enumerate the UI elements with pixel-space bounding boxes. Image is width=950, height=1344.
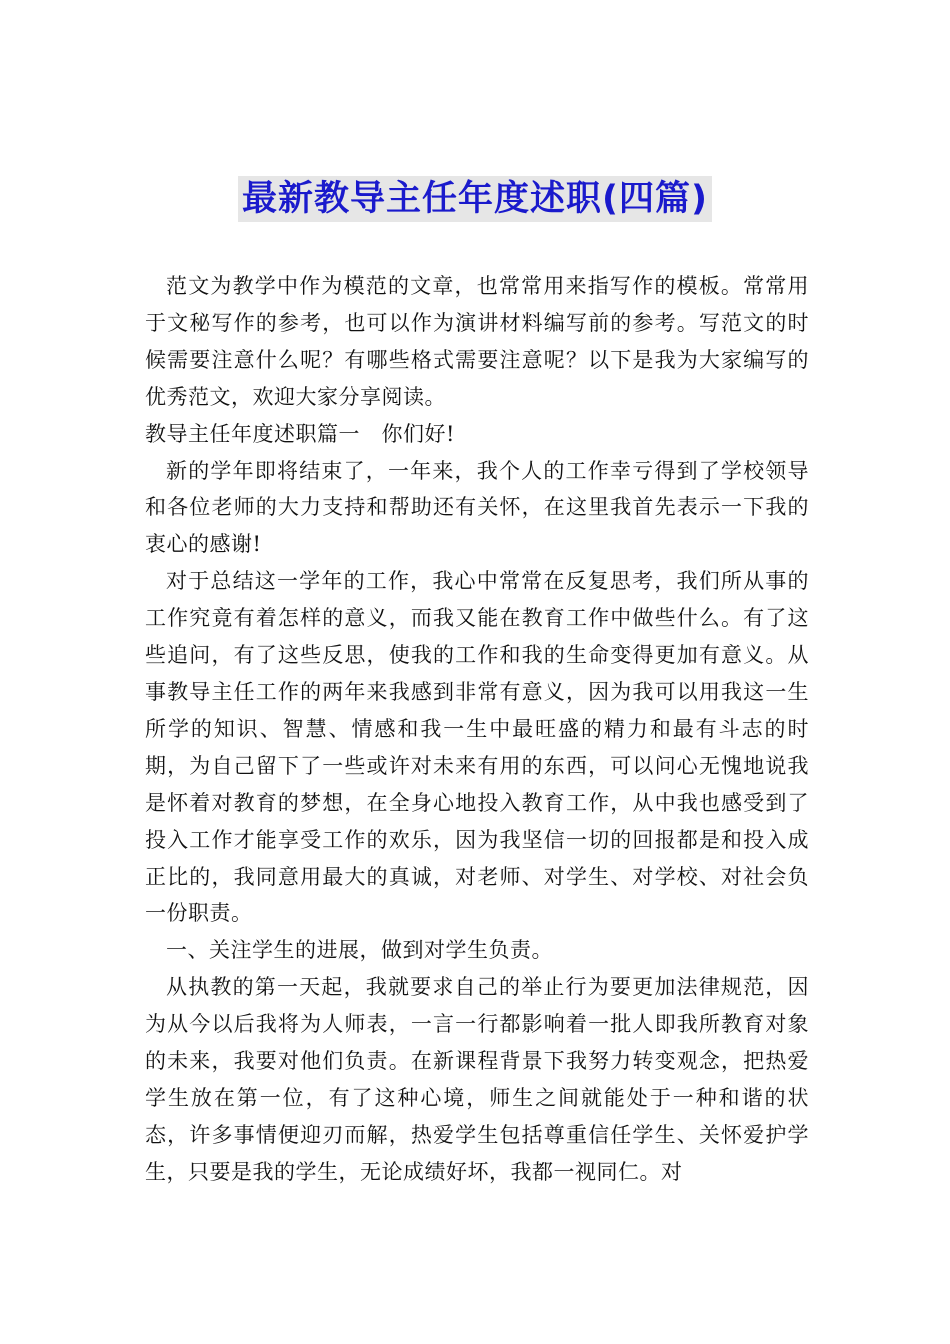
title-container [0,176,950,222]
paragraph-responsibility: 从执教的第一天起，我就要求自己的举止行为要更加法律规范，因为从今以后我将为人师表，一言一行都影响着一批人即我所教育对象的未来，我要对他们负责。在新课程背景下我努力转变观念，把热爱学生放在第一位，有了这种心境，师生之间就能处于一种和谐的状态，许多事情便迎刃而解，热爱学生包括尊重信任学生、关怀爱护学生，只要是我的学生，无论成绩好坏，我都一视同仁。对 [145,975,809,1184]
paragraph-thanks: 新的学年即将结束了，一年来，我个人的工作幸亏得到了学校领导和各位老师的大力支持和帮助还有关怀，在这里我首先表示一下我的衷心的感谢! [145,458,809,557]
document-body [145,268,809,1191]
paragraph-section-heading: 教导主任年度述职篇一 你们好! [145,421,455,446]
document-title: 最新教导主任年度述职(四篇) [238,176,712,222]
paragraph-intro: 范文为教学中作为模范的文章，也常常用来指写作的模板。常常用于文秘写作的参考，也可以作为演讲材料编写前的参考。写范文的时候需要注意什么呢？有哪些格式需要注意呢？以下是我为大家编写的优秀范文，欢迎大家分享阅读。 [145,274,809,409]
paragraph-reflection: 对于总结这一学年的工作，我心中常常在反复思考，我们所从事的工作究竟有着怎样的意义，而我又能在教育工作中做些什么。有了这些追问，有了这些反思，使我的工作和我的生命变得更加有意义。从事教导主任工作的两年来我感到非常有意义，因为我可以用我这一生所学的知识、智慧、情感和我一生中最旺盛的精力和最有斗志的时期，为自己留下了一些或许对未来有用的东西，可以问心无愧地说我是怀着对教育的梦想，在全身心地投入教育工作，从中我也感受到了投入工作才能享受工作的欢乐，因为我坚信一切的回报都是和投入成正比的，我同意用最大的真诚，对老师、对学生、对学校、对社会负一份职责。 [145,569,809,926]
paragraph-subheading-1: 一、关注学生的进展，做到对学生负责。 [166,938,553,963]
